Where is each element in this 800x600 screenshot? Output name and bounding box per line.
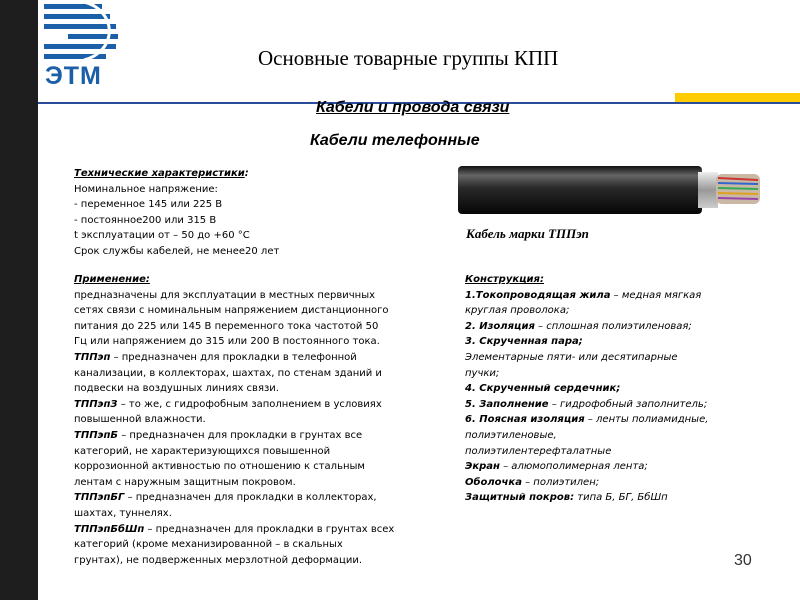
tech-specs: Технические характеристики: Номинальное напряжение: - переменное 145 или 225 В - постоянное200 или 315 В t эксплуатации от – 50 до +60 °С Срок службы кабелей, не менее20 лет [74,166,279,260]
construction-line: 1.Токопроводящая жила – медная мягкая [465,289,702,301]
application-line: категорий (кроме механизированной – в скальных [74,539,343,551]
application-line: канализации, в коллекторах, шахтах, по стенам зданий и [74,367,382,379]
application-line: категорий, не характеризующихся повышенной [74,445,331,457]
section-subtitle: Кабели и провода связи [316,99,510,116]
application-line: питания до 225 или 145 В переменного тока частотой 50 [74,320,379,332]
logo-text: ЭТМ [45,62,102,90]
construction-line: 6. Поясная изоляция – ленты полиамидные, [465,414,709,426]
construction-line: 4. Скрученный сердечник; [465,383,621,395]
cable-image [458,162,764,218]
application-line: ТППэпБ – предназначен для прокладки в грунтах все [74,429,363,441]
application-line: Гц или напряжением до 315 или 200 В постоянного тока. [74,336,380,348]
application-line: грунтах), не подверженных мерзлотной деформации. [74,554,363,566]
construction-line: 2. Изоляция – сплошная полиэтиленовая; [465,320,692,332]
application-heading: Применение: [74,274,150,285]
tech-line: t эксплуатации от – 50 до +60 °С [74,230,250,242]
construction-line: полиэтиленовые, [465,429,557,441]
application-line: повышенной влажности. [74,414,206,426]
construction-line: полиэтилентерефталатные [465,445,612,457]
application-line: предназначены для эксплуатации в местных первичных [74,289,376,301]
construction-heading: Конструкция: [465,274,544,285]
left-dark-bar [0,0,38,600]
application-line: подвески на воздушных линиях связи. [74,383,279,395]
application-line: лентам с наружным защитным покровом. [74,476,296,488]
application-line: шахтах, туннелях. [74,507,172,519]
cable-caption: Кабель марки ТППэп [466,226,589,241]
construction-line: Оболочка – полиэтилен; [465,476,600,488]
construction-line: Защитный покров: типа Б, БГ, БбШп [465,492,668,504]
construction-line: Элементарные пяти- или десятипарные [465,351,678,363]
construction-line: круглая проволока; [465,305,570,317]
application-line: ТППэпБбШп – предназначен для прокладки в грунтах всех [74,523,395,535]
construction-line: 5. Заполнение – гидрофобный заполнитель; [465,398,708,410]
application-line: ТППэпБГ – предназначен для прокладки в коллекторах, [74,492,377,504]
page-title: Основные товарные группы КПП [258,46,559,70]
application-line: ТППэп – предназначен для прокладки в телефонной [74,351,357,363]
construction-line: 3. Скрученная пара; [465,336,583,348]
section-heading: Кабели телефонные [310,132,480,149]
page-number: 30 [734,552,752,569]
construction-section [465,272,708,506]
construction-line: Экран – алюмополимерная лента; [465,461,648,473]
application-line: ТППэпЗ – то же, с гидрофобным заполнением в условиях [74,398,382,410]
construction-line: пучки; [465,367,500,379]
application-line: сетях связи с номинальным напряжением дистанционного [74,305,389,317]
tech-line: - переменное 145 или 225 В [74,199,223,211]
tech-specs-heading: Технические характеристики [74,168,245,179]
application-line: коррозионной активностью по отношению к стальным [74,461,365,473]
application-section [74,272,394,568]
tech-line: Срок службы кабелей, не менее20 лет [74,245,280,257]
tech-line: Номинальное напряжение: [74,183,218,195]
tech-line: - постоянное200 или 315 В [74,214,217,226]
